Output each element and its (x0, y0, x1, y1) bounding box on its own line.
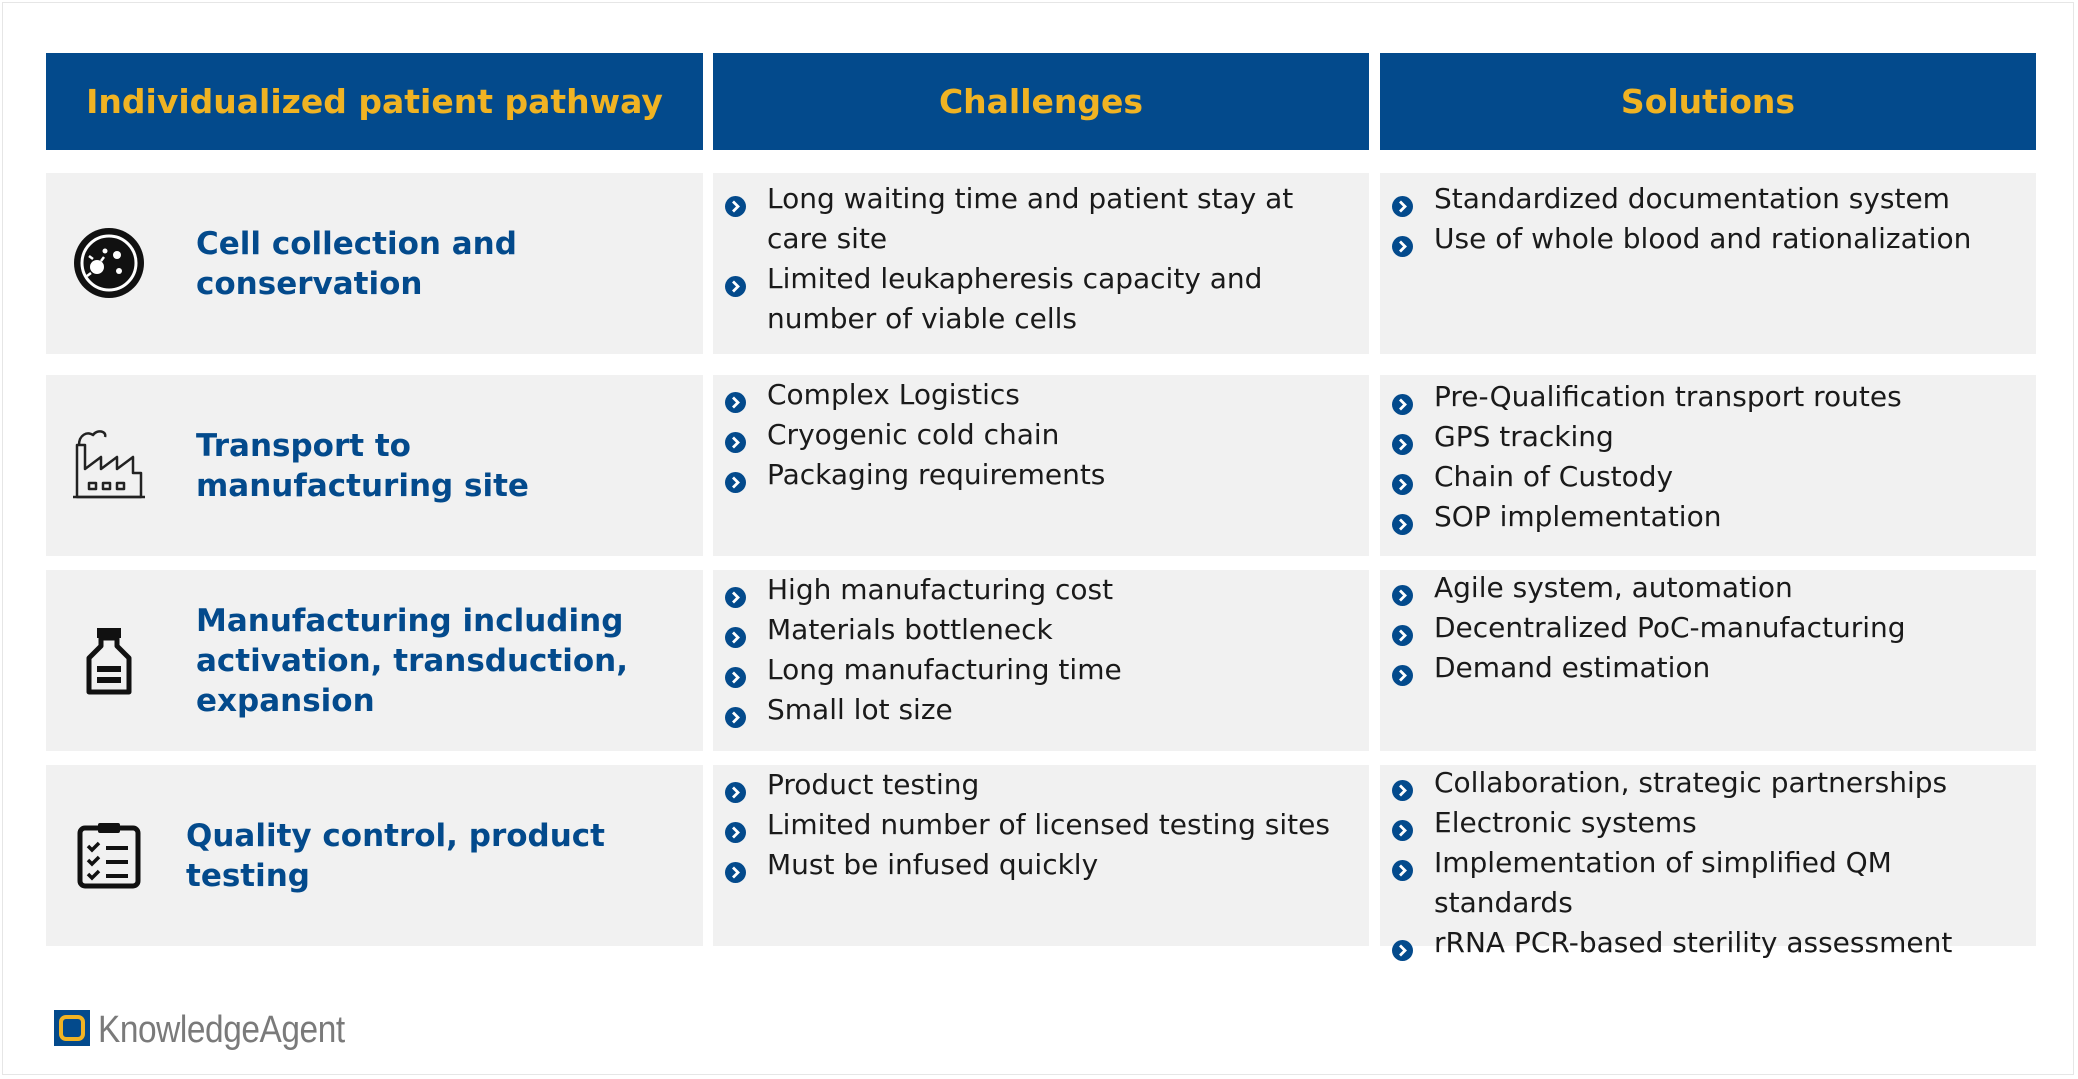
solutions-cell (1380, 173, 2036, 354)
arrow-circle-icon (1392, 188, 1413, 209)
solution-item: Agile system, automation (1392, 568, 2022, 608)
pathway-cell (46, 765, 703, 946)
solution-item: Standardized documentation system (1392, 179, 2022, 219)
arrow-circle-icon (725, 464, 746, 485)
arrow-circle-icon (1392, 228, 1413, 249)
arrow-circle-icon (1392, 657, 1413, 678)
challenge-item: High manufacturing cost (725, 570, 1355, 610)
arrow-circle-icon (1392, 386, 1413, 407)
challenge-item: Packaging requirements (725, 455, 1355, 495)
solution-item: Implementation of simplified QM standards (1392, 843, 2022, 923)
arrow-circle-icon (725, 188, 746, 209)
arrow-circle-icon (1392, 426, 1413, 447)
pathway-cell (46, 570, 703, 751)
challenges-cell (713, 570, 1369, 751)
solution-item: Pre-Qualification transport routes (1392, 377, 2022, 417)
challenge-item: Must be infused quickly (725, 845, 1355, 885)
challenges-cell (713, 765, 1369, 946)
arrow-circle-icon (725, 814, 746, 835)
logo-text: KnowledgeAgent (98, 1008, 345, 1051)
header-challenges: Challenges (713, 53, 1369, 150)
arrow-circle-icon (1392, 772, 1413, 793)
solution-item: GPS tracking (1392, 417, 2022, 457)
pathway-label: Quality control, product testing (186, 817, 605, 894)
pathway-label: Manufacturing including activation, transduction, expansion (196, 602, 629, 719)
solution-item: Decentralized PoC-manufacturing (1392, 608, 2022, 648)
pathway-cell (46, 173, 703, 354)
solutions-cell (1380, 375, 2036, 556)
challenge-item: Long waiting time and patient stay at care site (725, 179, 1355, 259)
arrow-circle-icon (725, 619, 746, 640)
challenge-item: Limited leukapheresis capacity and number of viable cells (725, 259, 1355, 339)
solutions-cell (1380, 765, 2036, 959)
arrow-circle-icon (725, 854, 746, 875)
arrow-circle-icon (725, 579, 746, 600)
solution-item: Use of whole blood and rationalization (1392, 219, 2022, 259)
pathway-label: Transport to manufacturing site (196, 427, 529, 504)
arrow-circle-icon (1392, 812, 1413, 833)
solution-item: rRNA PCR-based sterility assessment (1392, 923, 2022, 963)
solution-item: Collaboration, strategic partnerships (1392, 763, 2022, 803)
arrow-circle-icon (725, 268, 746, 289)
solution-item: Demand estimation (1392, 648, 2022, 688)
challenges-cell (713, 375, 1369, 556)
checklist-icon (64, 810, 154, 900)
vial-icon (64, 615, 154, 705)
solution-item: Electronic systems (1392, 803, 2022, 843)
challenge-item: Complex Logistics (725, 375, 1355, 415)
factory-icon (64, 420, 154, 510)
arrow-circle-icon (1392, 932, 1413, 953)
arrow-circle-icon (725, 659, 746, 680)
challenge-item: Limited number of licensed testing sites (725, 805, 1355, 845)
arrow-circle-icon (725, 384, 746, 405)
pathway-cell (46, 375, 703, 556)
challenge-item: Small lot size (725, 690, 1355, 730)
challenge-item: Materials bottleneck (725, 610, 1355, 650)
challenge-item: Long manufacturing time (725, 650, 1355, 690)
header-pathway: Individualized patient pathway (46, 53, 703, 150)
arrow-circle-icon (1392, 506, 1413, 527)
arrow-circle-icon (725, 774, 746, 795)
knowledgeagent-logo-icon (54, 1010, 90, 1050)
solution-item: SOP implementation (1392, 497, 2022, 537)
header-solutions: Solutions (1380, 53, 2036, 150)
arrow-circle-icon (1392, 466, 1413, 487)
arrow-circle-icon (1392, 617, 1413, 638)
arrow-circle-icon (725, 424, 746, 445)
challenges-cell (713, 173, 1369, 354)
knowledgeagent-logo (54, 1008, 378, 1052)
solutions-cell (1380, 570, 2036, 751)
solution-item: Chain of Custody (1392, 457, 2022, 497)
challenge-item: Cryogenic cold chain (725, 415, 1355, 455)
pathway-label: Cell collection and conservation (196, 225, 517, 302)
challenge-item: Product testing (725, 765, 1355, 805)
arrow-circle-icon (1392, 852, 1413, 873)
arrow-circle-icon (725, 699, 746, 720)
arrow-circle-icon (1392, 577, 1413, 598)
cell-icon (64, 218, 154, 308)
